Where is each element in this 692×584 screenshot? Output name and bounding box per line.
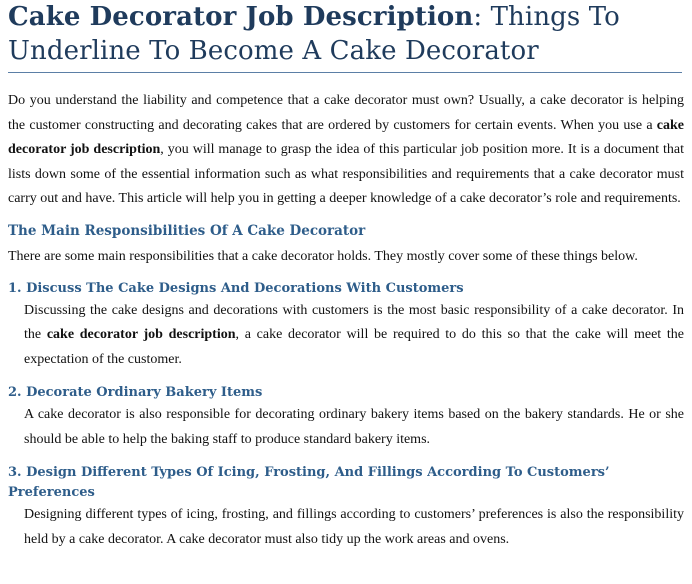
title-rest: : Things To Underline To Become A Cake Decorator — [8, 2, 620, 66]
intro-paragraph — [8, 89, 684, 212]
item-text-1b: , a cake decorator will be required to do this so that the cake will meet the expectation of the customer. — [24, 327, 684, 367]
page-title — [8, 0, 684, 68]
section-lead: There are some main responsibilities that a cake decorator holds. They mostly cover some of these things below. — [8, 248, 638, 264]
list-item — [8, 463, 684, 552]
intro-text-2: , you will manage to grasp the idea of this particular job position more. It is a document that lists down some of the essential information such as what responsibilities and requirements that a cake decorator must carry out and have. This article will help you in getting a deeper knowledge of a cake decorator’s role and requirements. — [8, 142, 684, 206]
intro-keyword: cake decorator job description — [8, 117, 684, 157]
list-item — [8, 279, 684, 373]
intro-text-1: Do you understand the liability and competence that a cake decorator must own? Usually, a cake decorator is helping the customer constructing and decorating cakes that are ordered by customers for certain events. When you use a — [8, 93, 684, 133]
title-divider — [8, 72, 682, 73]
item-body-2: A cake decorator is also responsible for decorating ordinary bakery items based on the bakery standards. He or she should be able to help the baking staff to produce standard bakery items. — [24, 407, 684, 447]
item-text-1a: Discussing the cake designs and decorations with customers is the most basic responsibility of a cake decorator. In the — [24, 302, 684, 342]
item-heading-1: 1. Discuss The Cake Designs And Decorations With Customers — [8, 280, 464, 296]
title-bold: Cake Decorator Job Description — [8, 2, 474, 32]
item-body-1 — [8, 299, 684, 373]
item-heading-2: 2. Decorate Ordinary Bakery Items — [8, 385, 263, 400]
item-keyword-1: cake decorator job description — [46, 327, 236, 342]
responsibility-list — [8, 279, 684, 553]
item-heading-3: 3. Design Different Types Of Icing, Frosting, And Fillings According To Customers’ Preferences — [8, 465, 610, 500]
list-item — [8, 383, 684, 452]
section-heading: The Main Responsibilities Of A Cake Decorator — [8, 222, 366, 239]
item-body-3: Designing different types of icing, frosting, and fillings according to customers’ preferences is also the responsibility held by a cake decorator. A cake decorator must also tidy up the work areas and ovens. — [24, 507, 684, 547]
